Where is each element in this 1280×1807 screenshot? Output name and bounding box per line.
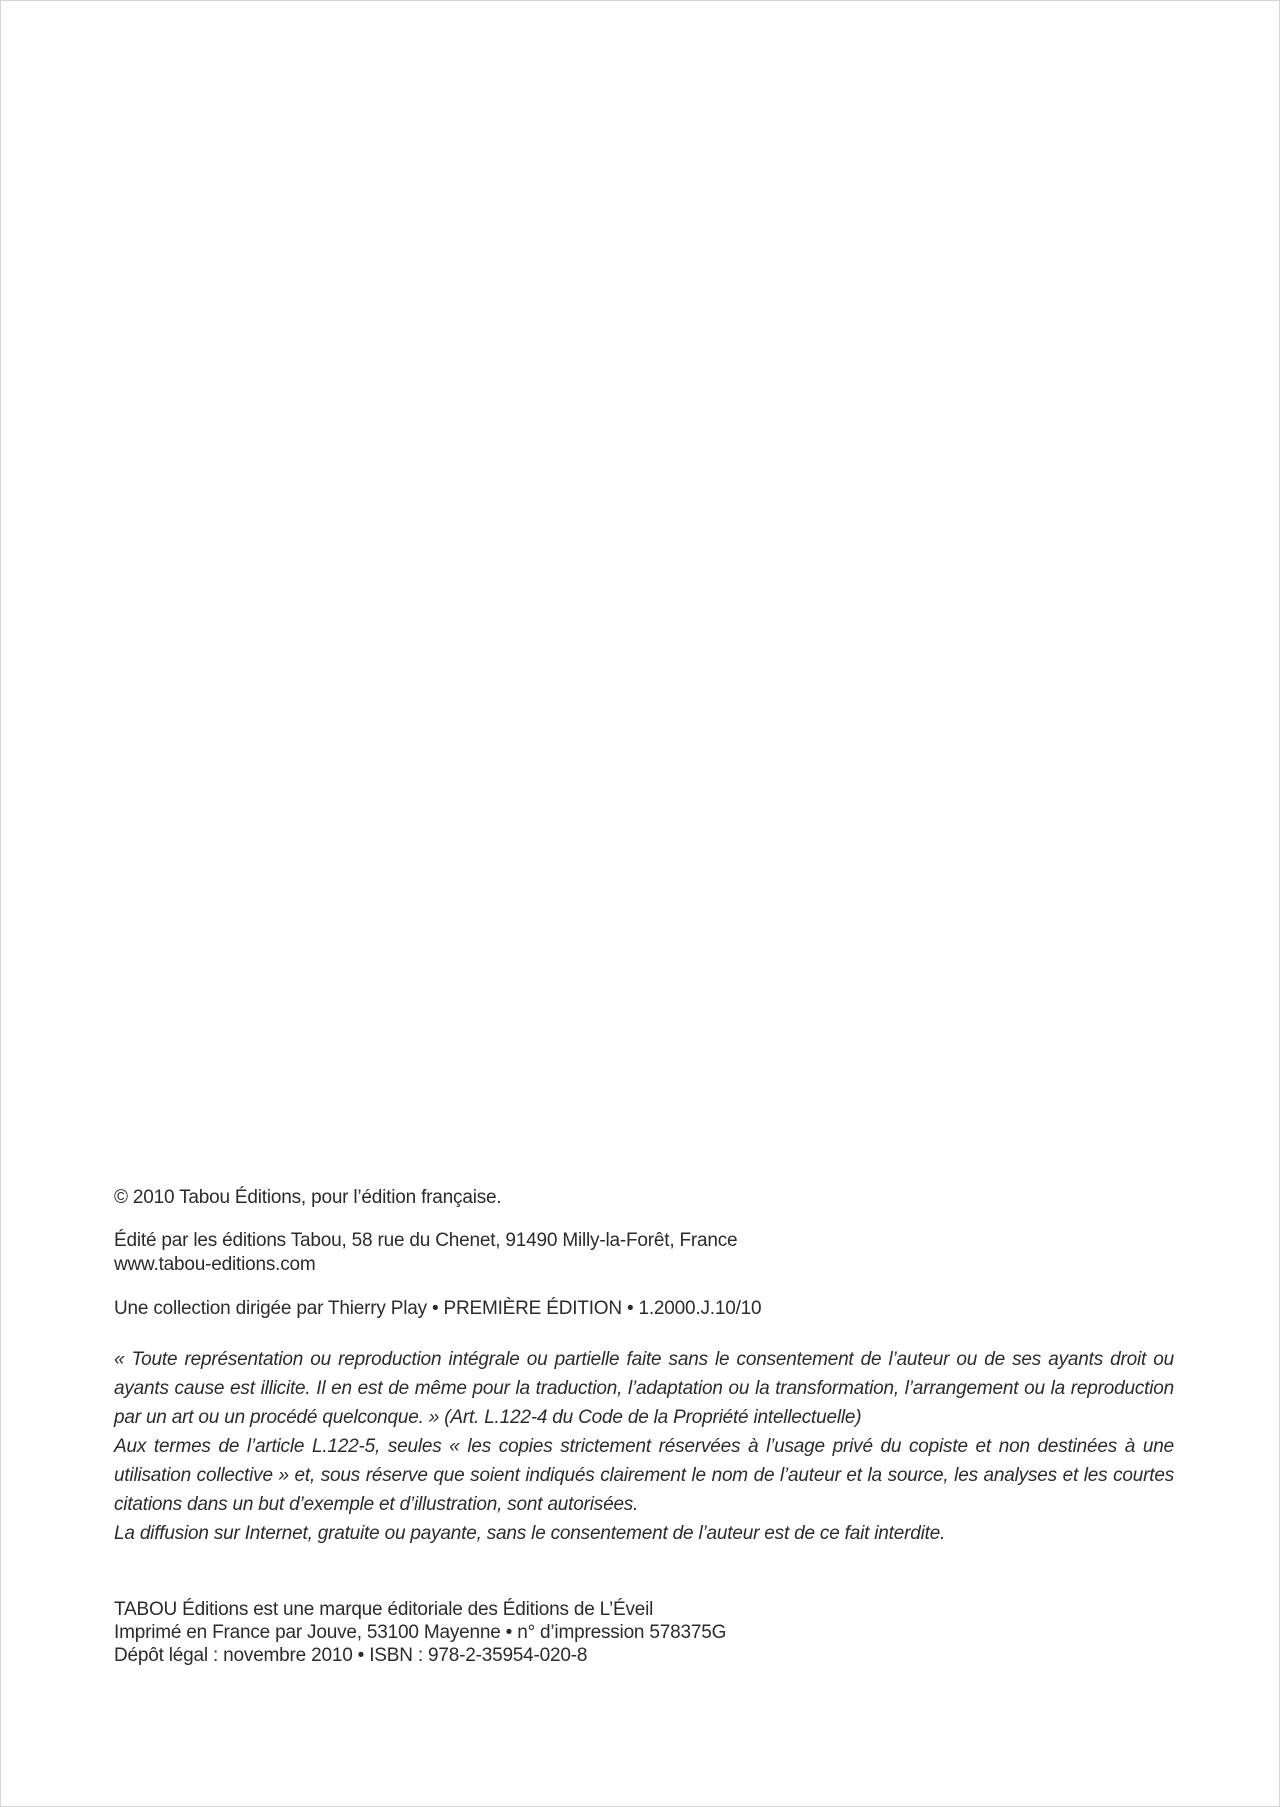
- legal-paragraph-3: La diffusion sur Internet, gratuite ou payante, sans le consentement de l’auteur est de ce fait interdite.: [114, 1523, 946, 1544]
- brand-line: TABOU Éditions est une marque éditoriale des Éditions de L’Éveil: [114, 1599, 654, 1620]
- collection-line: Une collection dirigée par Thierry Play • PREMIÈRE ÉDITION • 1.2000.J.10/10: [114, 1298, 762, 1319]
- legal-paragraph-2: Aux termes de l’article L.122-5, seules « les copies strictement réservées à l’usage privé du copiste et non destinées à une utilisation collective » et, sous réserve que soient indiqués clairement le nom de l’auteur et la source, les analyses et les courtes citations dans un but d’exemple et d’illustration, sont autorisées.: [114, 1436, 1174, 1515]
- imprint-block: [114, 1186, 1174, 1667]
- legal-notice: [114, 1345, 1174, 1548]
- legal-deposit-line: Dépôt légal : novembre 2010 • ISBN : 978-2-35954-020-8: [114, 1645, 588, 1666]
- printer-line: Imprimé en France par Jouve, 53100 Mayenne • n° d’impression 578375G: [114, 1622, 727, 1643]
- legal-paragraph-1: « Toute représentation ou reproduction intégrale ou partielle faite sans le consentement de l’auteur ou de ses ayants droit ou ayants cause est illicite. Il en est de même pour la traduction, l’adaptation ou la transformation, l’arrangement ou la reproduction par un art ou un procédé quelconque. » (Art. L.122-4 du Code de la Propriété intellectuelle): [114, 1349, 1174, 1428]
- publisher-website: www.tabou-editions.com: [114, 1254, 316, 1275]
- footer-block: [114, 1598, 1174, 1667]
- copyright-line: © 2010 Tabou Éditions, pour l’édition française.: [114, 1187, 502, 1208]
- publisher-address: Édité par les éditions Tabou, 58 rue du Chenet, 91490 Milly-la-Forêt, France: [114, 1230, 738, 1251]
- publisher-block: [114, 1229, 1174, 1277]
